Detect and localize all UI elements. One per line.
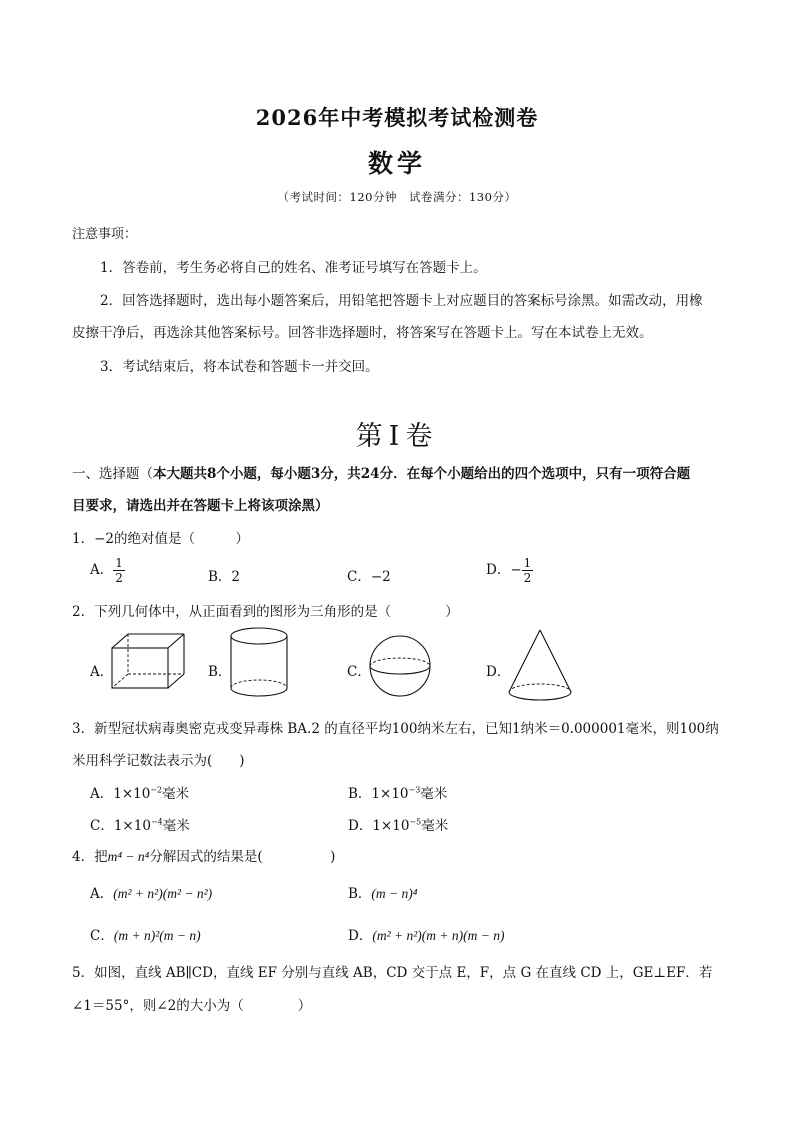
note-item-1: 1．答卷前，考生务必将自己的姓名、准考证号填写在答题卡上。 — [100, 260, 487, 276]
q1-option-c: C．−2 — [347, 569, 391, 585]
q3-option-a — [90, 782, 189, 802]
q3-d-base: D．1×10 — [348, 818, 410, 834]
q3-a-unit: 毫米 — [162, 786, 190, 802]
q1-d-label: D．− — [486, 562, 522, 578]
q4-stem — [72, 845, 335, 865]
section-instructions-1: 本大题共8个小题，每小题3分，共24分．在每个小题给出的四个选项中，只有一项符合题 — [153, 466, 691, 482]
q1-d-num: 1 — [523, 556, 532, 570]
q2-option-c-label: C． — [347, 664, 371, 680]
exam-title: 2026年中考模拟考试检测卷 — [255, 105, 539, 130]
cylinder-figure — [229, 626, 291, 698]
q1-stem: 1．−2的绝对值是（ ） — [72, 531, 249, 547]
q4-stem-expr: m⁴ − n⁴ — [107, 849, 150, 864]
notes-heading: 注意事项： — [72, 227, 138, 242]
q1-d-fraction — [522, 556, 534, 585]
q3-c-unit: 毫米 — [162, 818, 190, 834]
q3-d-exp: −5 — [409, 817, 422, 827]
q1-option-d — [486, 556, 533, 585]
q5-stem-line1: 5．如图，直线 AB∥CD，直线 EF 分别与直线 AB，CD 交于点 E，F，点 G 在直线 CD 上，GE⊥EF．若 — [72, 965, 713, 981]
q4-a-expr: (m² + n²)(m² − n²) — [113, 886, 213, 901]
q3-a-exp: −2 — [150, 785, 163, 795]
q4-option-d — [348, 924, 504, 944]
q3-d-unit: 毫米 — [421, 818, 449, 834]
q3-c-exp: −4 — [150, 817, 163, 827]
q5-stem-line2: ∠1＝55°，则∠2的大小为（ ） — [72, 998, 312, 1014]
q3-option-d — [348, 814, 448, 834]
exam-info: （考试时间：120分钟 试卷满分：130分） — [277, 190, 517, 204]
q2-option-b-label: B． — [208, 664, 232, 680]
q4-a-label: A． — [90, 886, 114, 902]
section-header-line2: 目要求，请选出并在答题卡上将该项涂黑） — [72, 498, 329, 514]
q4-d-label: D． — [348, 928, 373, 944]
q1-option-a — [90, 556, 125, 585]
q2-option-d-label: D． — [486, 664, 511, 680]
volume-title: 第Ⅰ卷 — [355, 421, 439, 452]
q4-c-expr: (m + n)²(m − n) — [113, 928, 201, 943]
q2-stem: 2．下列几何体中，从正面看到的图形为三角形的是（ ） — [72, 604, 459, 620]
q4-d-expr: (m² + n²)(m + n)(m − n) — [372, 928, 505, 943]
q4-c-label: C． — [90, 928, 114, 944]
q3-c-base: C．1×10 — [90, 818, 151, 834]
cuboid-figure — [110, 632, 186, 692]
q3-stem-line1: 3．新型冠状病毒奥密克戎变异毒株 BA.2 的直径平均100纳米左右，已知1纳米＝0.000001毫米，则100纳 — [72, 721, 719, 737]
q4-option-a — [90, 882, 212, 902]
subject-title: 数学 — [367, 149, 426, 178]
q3-stem-line2: 米用科学记数法表示为( ) — [72, 753, 245, 769]
q4-b-label: B． — [348, 886, 372, 902]
q1-a-den: 2 — [115, 571, 123, 585]
q4-b-expr: (m − n)⁴ — [371, 886, 418, 901]
q1-a-fraction — [113, 556, 125, 585]
q3-b-base: B．1×10 — [348, 786, 409, 802]
q3-b-exp: −3 — [408, 785, 421, 795]
note-item-2: 2．回答选择题时，选出每小题答案后，用铅笔把答题卡上对应题目的答案标号涂黑。如需改动，用橡 — [100, 293, 703, 309]
q1-a-num: 1 — [115, 556, 123, 570]
sphere-figure — [368, 634, 432, 698]
section-header-line1 — [72, 462, 690, 482]
note-item-2-cont: 皮擦干净后，再选涂其他答案标号。回答非选择题时，将答案写在答题卡上。写在本试卷上无效。 — [72, 325, 653, 341]
q1-d-den: 2 — [523, 571, 532, 585]
q4-option-b — [348, 882, 417, 902]
q2-option-a-label: A． — [90, 664, 114, 680]
section-prefix: 一、选择题（ — [72, 466, 153, 482]
q3-a-base: A．1×10 — [90, 786, 151, 802]
note-item-3: 3．考试结束后，将本试卷和答题卡一并交回。 — [100, 359, 379, 375]
q3-option-c — [90, 814, 190, 834]
cone-figure — [507, 628, 573, 704]
q1-a-label: A． — [90, 562, 114, 578]
q4-option-c — [90, 924, 201, 944]
q4-stem-pre: 4．把 — [72, 849, 108, 865]
q3-option-b — [348, 782, 447, 802]
q4-stem-post: 分解因式的结果是( ) — [149, 849, 336, 865]
q1-option-b: B．2 — [208, 569, 241, 585]
q3-b-unit: 毫米 — [420, 786, 448, 802]
